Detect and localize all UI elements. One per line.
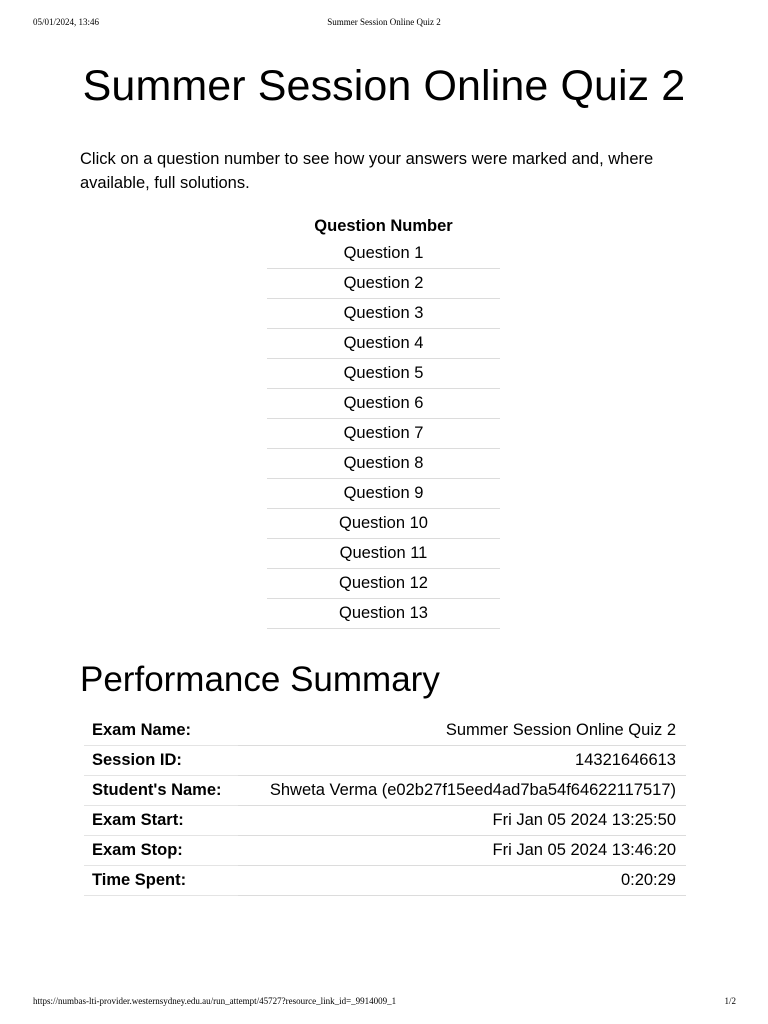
- summary-row-student-name: [84, 776, 686, 806]
- time-spent-label: Time Spent:: [84, 866, 238, 896]
- exam-name-label: Exam Name:: [84, 716, 238, 746]
- summary-row-exam-start: [84, 806, 686, 836]
- performance-summary-title: Performance Summary: [80, 660, 440, 699]
- exam-stop-value: Fri Jan 05 2024 13:46:20: [238, 836, 686, 866]
- exam-name-value: Summer Session Online Quiz 2: [238, 716, 686, 746]
- print-page-number: 1/2: [724, 996, 736, 1006]
- summary-row-exam-name: [84, 716, 686, 746]
- question-link-5[interactable]: Question 5: [267, 359, 500, 389]
- page-title: Summer Session Online Quiz 2: [82, 62, 686, 110]
- print-header: [0, 17, 768, 29]
- exam-start-value: Fri Jan 05 2024 13:25:50: [238, 806, 686, 836]
- question-link-3[interactable]: Question 3: [267, 299, 500, 329]
- summary-row-session-id: [84, 746, 686, 776]
- question-link-2[interactable]: Question 2: [267, 269, 500, 299]
- question-link-13[interactable]: Question 13: [267, 599, 500, 629]
- question-link-10[interactable]: Question 10: [267, 509, 500, 539]
- student-name-value: Shweta Verma (e02b27f15eed4ad7ba54f64622117517): [238, 776, 686, 806]
- question-link-12[interactable]: Question 12: [267, 569, 500, 599]
- question-table: [267, 213, 500, 629]
- time-spent-value: 0:20:29: [238, 866, 686, 896]
- question-link-4[interactable]: Question 4: [267, 329, 500, 359]
- question-link-1[interactable]: Question 1: [267, 239, 500, 269]
- exam-start-label: Exam Start:: [84, 806, 238, 836]
- print-title: Summer Session Online Quiz 2: [327, 17, 441, 27]
- session-id-value: 14321646613: [238, 746, 686, 776]
- print-footer: [0, 996, 768, 1008]
- intro-text: Click on a question number to see how your answers were marked and, where available, full solutions.: [80, 150, 654, 192]
- print-url: https://numbas-lti-provider.westernsydney.edu.au/run_attempt/45727?resource_link_id=_9914009_1: [33, 996, 397, 1006]
- question-link-7[interactable]: Question 7: [267, 419, 500, 449]
- question-link-9[interactable]: Question 9: [267, 479, 500, 509]
- print-datetime: 05/01/2024, 13:46: [33, 17, 100, 27]
- question-link-6[interactable]: Question 6: [267, 389, 500, 419]
- performance-summary-table: [84, 716, 686, 896]
- exam-stop-label: Exam Stop:: [84, 836, 238, 866]
- question-number-header: Question Number: [314, 216, 453, 235]
- summary-row-time-spent: [84, 866, 686, 896]
- student-name-label: Student's Name:: [84, 776, 238, 806]
- session-id-label: Session ID:: [84, 746, 238, 776]
- summary-row-exam-stop: [84, 836, 686, 866]
- question-link-8[interactable]: Question 8: [267, 449, 500, 479]
- question-link-11[interactable]: Question 11: [267, 539, 500, 569]
